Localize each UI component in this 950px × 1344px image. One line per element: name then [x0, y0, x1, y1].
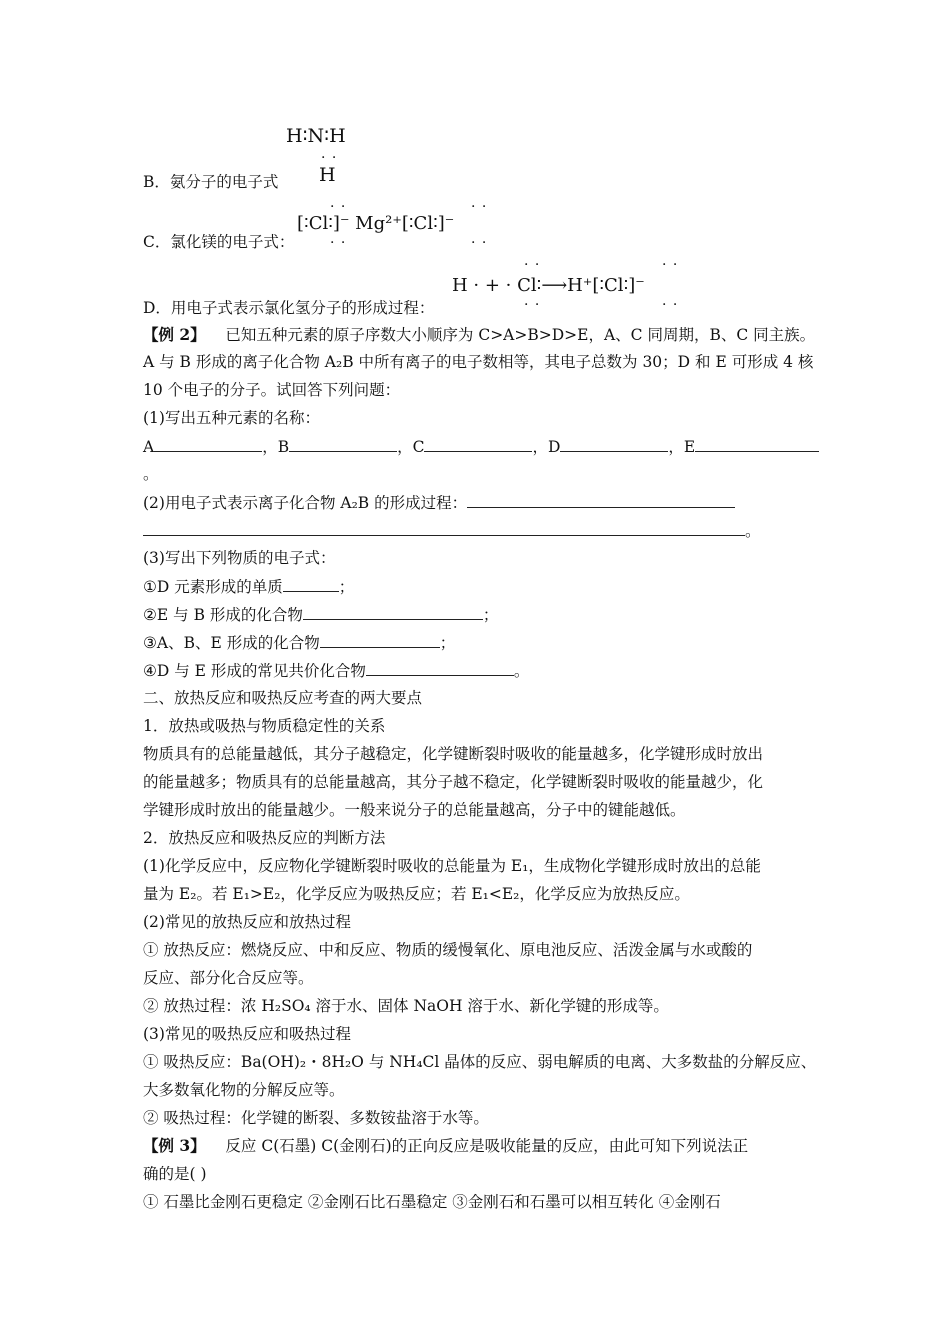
mgcl2-bottom-dots-right: · ·: [471, 235, 488, 251]
mgcl2-bottom-dots-left: · ·: [330, 235, 347, 251]
section2-p4-line1: ① 吸热反应：Ba(OH)₂・8H₂O 与 NH₄Cl 晶体的反应、弱电解质的电离、大多数盐的分解反应、: [143, 1053, 817, 1071]
ammonia-lone-pair-dots: · ·: [321, 150, 338, 166]
q3-2-end: ；: [482, 606, 499, 624]
example2-q1: (1)写出五种元素的名称：: [143, 409, 320, 427]
blank-q2-line2[interactable]: [143, 520, 745, 536]
example2-q1-blanks: [143, 436, 819, 457]
hcl-top-dots-right: · ·: [662, 257, 679, 273]
q3-4-text: ④D 与 E 形成的常见共价化合物: [143, 662, 366, 680]
section2-p2-line2: 量为 E₂。若 E₁>E₂，化学反应为吸热反应；若 E₁<E₂，化学反应为放热反应。: [143, 885, 690, 903]
example3-line2: 确的是( ): [143, 1165, 207, 1183]
blank-q3-2[interactable]: [303, 604, 483, 620]
example2-q3: (3)写出下列物质的电子式：: [143, 549, 336, 567]
mgcl2-top-dots-left: · ·: [330, 199, 347, 215]
example2-text1: 已知五种元素的原子序数大小顺序为 C>A>B>D>E，A、C 同周期，B、C 同主族。: [225, 326, 816, 344]
example2-line1: [143, 325, 815, 345]
q3-1-end: ；: [338, 578, 355, 596]
example2-q1-end: 。: [143, 465, 159, 483]
hcl-formula-text: H · + · Cl∶⟶H⁺[∶Cl∶]⁻: [452, 275, 645, 296]
ammonia-formula-main: H∶N∶H: [286, 125, 346, 147]
hcl-bottom-dots-right: · ·: [662, 297, 679, 313]
blank-q2-line1[interactable]: [467, 492, 735, 508]
example2-q3-1: [143, 576, 354, 597]
ammonia-bottom-h-text: H: [319, 164, 336, 186]
hcl-top-dots-left: · ·: [524, 257, 541, 273]
example2-line3: 10 个电子的分子。试回答下列问题：: [143, 381, 401, 399]
blank-e-label: ，E: [668, 438, 696, 456]
section2-p4-heading: (3)常见的吸热反应和吸热过程: [143, 1025, 351, 1043]
example2-line2: A 与 B 形成的离子化合物 A₂B 中所有离子的电子数相等，其电子总数为 30；D 和 E 可形成 4 核: [143, 353, 814, 371]
section2-p3-line3: ② 放热过程：浓 H₂SO₄ 溶于水、固体 NaOH 溶于水、新化学键的形成等。: [143, 997, 669, 1015]
example3-line1: [143, 1136, 748, 1156]
example2-q3-2: [143, 604, 498, 625]
example2-q3-3: [143, 632, 455, 653]
blank-d[interactable]: [560, 436, 668, 452]
section2-sub1: 1．放热或吸热与物质稳定性的关系: [143, 717, 386, 735]
mgcl2-top-dots-right: · ·: [471, 199, 488, 215]
blank-a-label: A: [143, 438, 155, 456]
q3-1-text: ①D 元素形成的单质: [143, 578, 283, 596]
section2-p2-line1: (1)化学反应中，反应物化学键断裂时吸收的总能量为 E₁，生成物化学键形成时放出的总能: [143, 857, 761, 875]
mgcl2-formula-text: [∶Cl∶]⁻ Mg²⁺[∶Cl∶]⁻: [297, 213, 455, 234]
section2-p4-line3: ② 吸热过程：化学键的断裂、多数铵盐溶于水等。: [143, 1109, 489, 1127]
blank-q3-3[interactable]: [320, 632, 440, 648]
section2-p3-heading: (2)常见的放热反应和放热过程: [143, 913, 351, 931]
example2-q2-end: 。: [745, 522, 761, 540]
hcl-formation-formula: [452, 274, 645, 298]
q3-3-end: ；: [439, 634, 456, 652]
example3-text1: 反应 C(石墨) C(金刚石)的正向反应是吸收能量的反应，由此可知下列说法正: [225, 1137, 749, 1155]
blank-c[interactable]: [424, 436, 532, 452]
section2-p1-line3: 学键形成时放出的能量越少。一般来说分子的总能量越高，分子中的键能越低。: [143, 801, 686, 819]
section2-p1-line1: 物质具有的总能量越低，其分子越稳定，化学键断裂时吸收的能量越多，化学键形成时放出: [143, 745, 764, 763]
blank-e[interactable]: [695, 436, 819, 452]
blank-a[interactable]: [154, 436, 262, 452]
option-b: B．氨分子的电子式: [143, 173, 279, 191]
blank-d-label: ，D: [532, 438, 561, 456]
blank-q3-4[interactable]: [366, 660, 514, 676]
q3-2-text: ②E 与 B 形成的化合物: [143, 606, 303, 624]
example2-q2-text: (2)用电子式表示离子化合物 A₂B 的形成过程：: [143, 494, 468, 512]
ammonia-bottom-h: [319, 163, 336, 187]
section2-sub2: 2．放热反应和吸热反应的判断方法: [143, 829, 386, 847]
section2-p3-line1: ① 放热反应：燃烧反应、中和反应、物质的缓慢氧化、原电池反应、活泼金属与水或酸的: [143, 941, 753, 959]
ammonia-electron-formula: [286, 124, 346, 148]
hcl-bottom-dots-left: · ·: [524, 297, 541, 313]
example3-label: 【例 3】: [143, 1136, 206, 1155]
example3-line3: ① 石墨比金刚石更稳定 ②金刚石比石墨稳定 ③金刚石和石墨可以相互转化 ④金刚石: [143, 1193, 721, 1211]
q3-4-end: 。: [513, 662, 530, 680]
blank-c-label: ，C: [397, 438, 425, 456]
blank-b-label: ，B: [262, 438, 290, 456]
blank-q3-1[interactable]: [283, 576, 339, 592]
q3-3-text: ③A、B、E 形成的化合物: [143, 634, 320, 652]
example2-q2: [143, 492, 735, 513]
section2-p4-line2: 大多数氧化物的分解反应等。: [143, 1081, 345, 1099]
option-d: D．用电子式表示氯化氢分子的形成过程：: [143, 299, 435, 317]
section2-heading: 二、放热反应和吸热反应考查的两大要点: [143, 689, 423, 707]
example2-q3-4: [143, 660, 529, 681]
example2-label: 【例 2】: [143, 325, 206, 344]
mgcl2-electron-formula: [297, 212, 454, 236]
example2-q2-line2: [143, 520, 761, 541]
section2-p3-line2: 反应、部分化合反应等。: [143, 969, 314, 987]
option-c: C．氯化镁的电子式：: [143, 233, 295, 251]
blank-b[interactable]: [289, 436, 397, 452]
section2-p1-line2: 的能量越多；物质具有的总能量越高，其分子越不稳定，化学键断裂时吸收的能量越少，化: [143, 773, 764, 791]
